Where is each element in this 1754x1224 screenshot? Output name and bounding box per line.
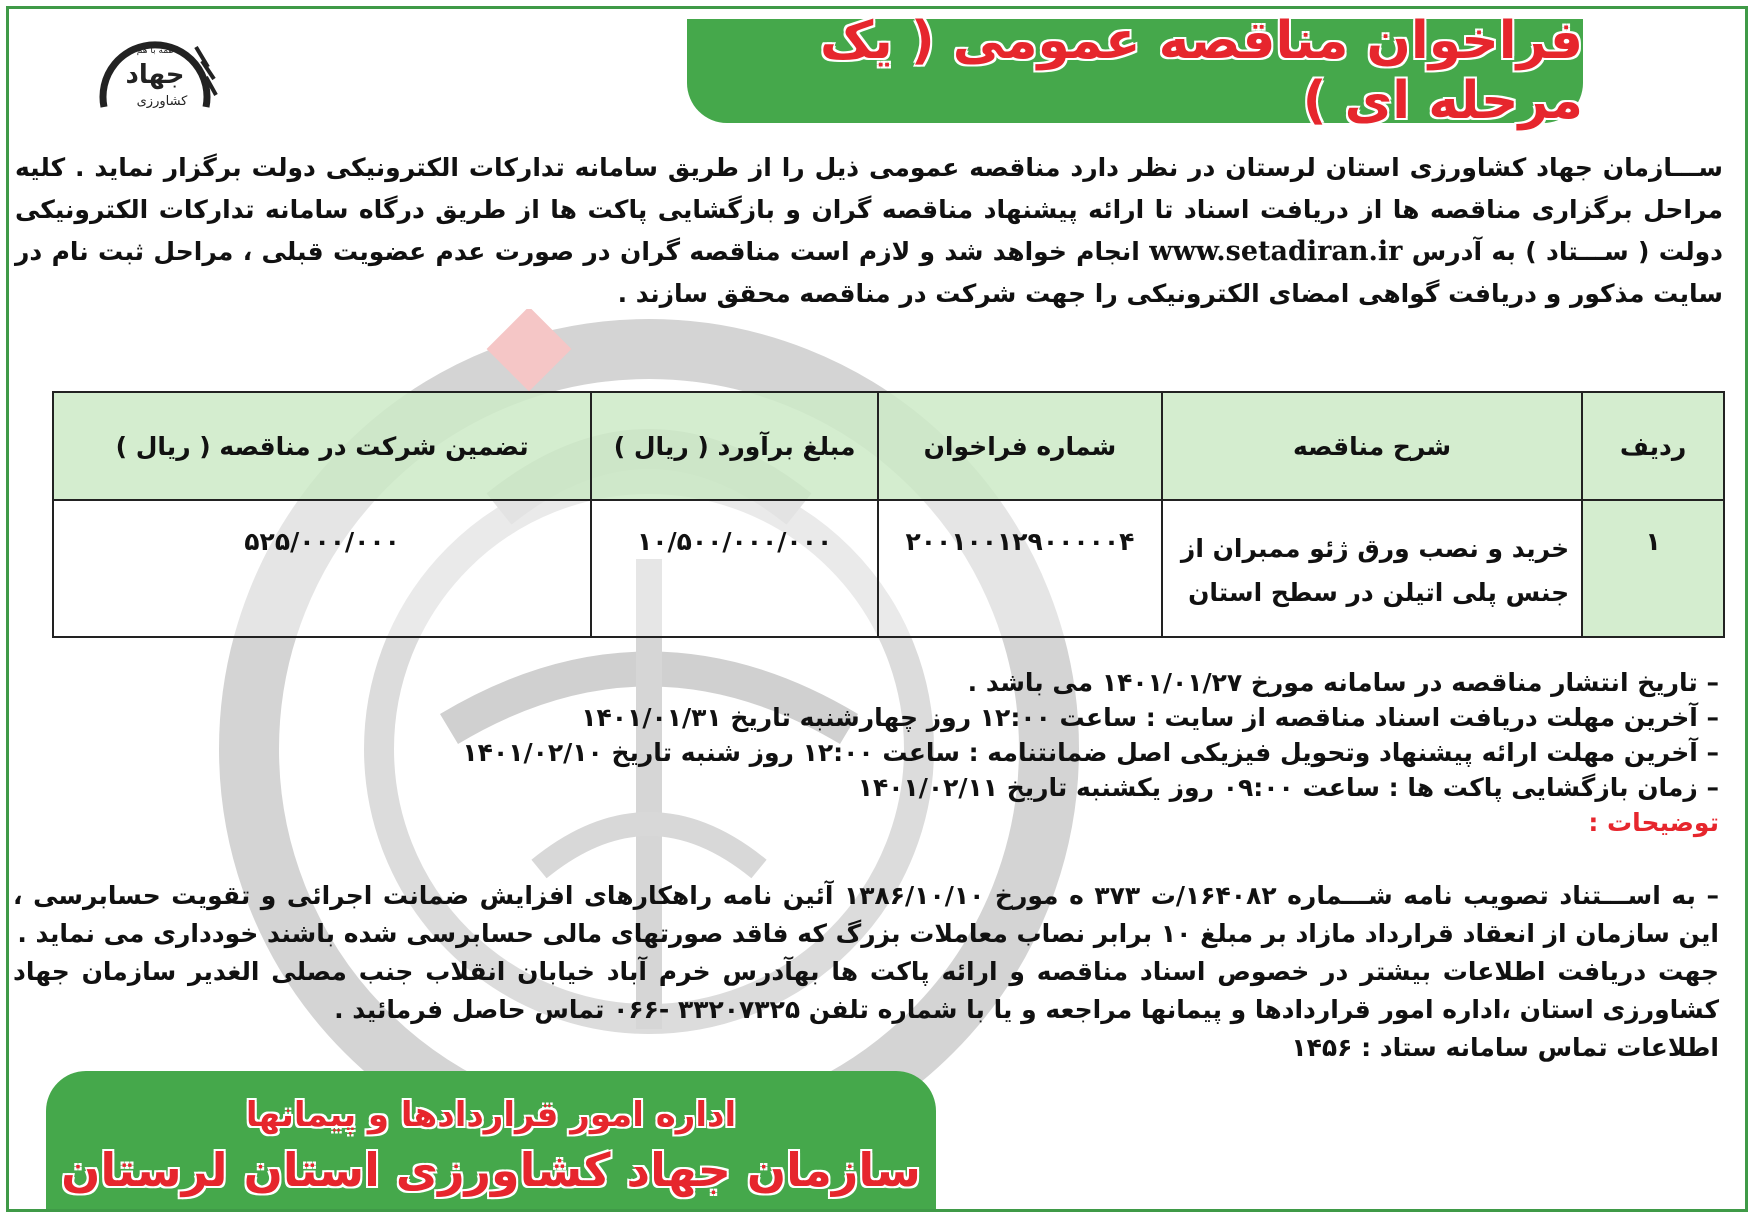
cell-row-number: ۱: [1582, 500, 1724, 637]
notes-setad-contact-line: اطلاعات تماس سامانه ستاد : ۱۴۵۶: [1291, 1033, 1719, 1062]
col-header-row-number: ردیف: [1582, 392, 1724, 500]
publish-date-line: – تاریخ انتشار مناقصه در سامانه مورخ ۱۴۰۱/۰۱/۲۷ می باشد .: [967, 668, 1719, 697]
cell-call-number: ۲۰۰۱۰۰۱۲۹۰۰۰۰۰۴: [878, 500, 1162, 637]
setadiran-url[interactable]: www.setadiran.ir: [1149, 236, 1403, 267]
document-deadline-line: – آخرین مهلت دریافت اسناد مناقصه از سایت : ساعت ۱۲:۰۰ روز چهارشنبه تاریخ ۱۴۰۱/۰۱/۳۱: [581, 703, 1719, 732]
cell-description: خرید و نصب ورق ژئو ممبران از جنس پلی اتیلن در سطح استان: [1162, 500, 1582, 637]
notes-section: [13, 877, 1719, 1067]
cell-estimate: ۱۰/۵۰۰/۰۰۰/۰۰۰: [591, 500, 878, 637]
intro-text-part1: ســـازمان جهاد کشاورزی استان لرستان در نظر دارد مناقصه عمومی ذیل را از طریق سامانه تدارکات الکترونیکی دولت برگزار نماید . کلیه مراحل برگزاری مناقصه ها از دریافت اسناد تا ارائه پیشنهاد مناقصه گران و بازگشایی پاکت ها از طریق درگاه سامانه تدارکات الکترونیکی دولت ( ســـتاد ) به آدرس: [15, 153, 1723, 266]
footer-organization: سازمان جهاد کشاورزی استان لرستان: [61, 1143, 921, 1197]
title-banner: [687, 11, 1583, 131]
svg-text:جهاد: جهاد: [125, 60, 185, 90]
intro-text-part2: انجام خواهد شد و لازم است مناقصه گران در صورت عدم عضویت قبلی ، مراحل ثبت نام در سایت مذکور و دریافت گواهی امضای الکترونیکی را جهت شرکت در مناقصه محقق سازند .: [15, 237, 1723, 308]
notes-title: توضیحات :: [1588, 808, 1719, 837]
jihad-logo: [84, 27, 226, 131]
tender-table: [52, 391, 1725, 638]
table-header-row: [53, 392, 1724, 500]
tender-notice-page: [6, 6, 1748, 1212]
page-title: فراخوان مناقصه عمومی ( یک مرحله ای ): [819, 11, 1583, 131]
notes-contact-line: جهت دریافت اطلاعات بیشتر در خصوص اسناد مناقصه و ارائه پاکت ها بهآدرس خرم آباد خیابان انقلاب جنب مصلی الغدیر سازمان جهاد کشاورزی استان ،اداره امور قراردادها و پیمانها مراجعه و یا با شماره تلفن ۳۳۲۰۷۳۲۵ -۰۶۶ تماس حاصل فرمائید .: [13, 957, 1719, 1024]
col-header-description: شرح مناقصه: [1162, 392, 1582, 500]
cell-guarantee: ۵۲۵/۰۰۰/۰۰۰: [53, 500, 591, 637]
footer-department: اداره امور قراردادها و پیمانها: [245, 1095, 737, 1135]
notes-regulation-line: – به اســـتناد تصویب نامه شـــماره ۱۶۴۰۸۲/ت ۳۷۳ ه مورخ ۱۳۸۶/۱۰/۱۰ آئین نامه راهکارهای افزایش ضمانت اجرائی و تقویت حسابرسی ، این سازمان از انعقاد قرارداد مازاد بر مبلغ ۱۰ برابر نصاب معاملات بزرگ که فاقد صورتهای مالی حسابرسی شده باشند خودداری می نماید .: [13, 881, 1719, 948]
col-header-guarantee: تضمین شرکت در مناقصه ( ریال ): [53, 392, 591, 500]
intro-paragraph: [15, 147, 1723, 315]
svg-text:کشاورزی: کشاورزی: [136, 94, 188, 109]
svg-text:همه با هم: همه با هم: [136, 46, 174, 56]
table-row: [53, 500, 1724, 637]
schedule-list: [19, 665, 1719, 840]
opening-time-line: – زمان بازگشایی پاکت ها : ساعت ۰۹:۰۰ روز یکشنبه تاریخ ۱۴۰۱/۰۲/۱۱: [857, 773, 1719, 802]
footer-banner: [46, 1071, 936, 1212]
proposal-deadline-line: – آخرین مهلت ارائه پیشنهاد وتحویل فیزیکی اصل ضمانتنامه : ساعت ۱۲:۰۰ روز شنبه تاریخ ۱۴۰۱/۰۲/۱۰: [462, 738, 1719, 767]
col-header-estimate: مبلغ برآورد ( ریال ): [591, 392, 878, 500]
col-header-call-number: شماره فراخوان: [878, 392, 1162, 500]
